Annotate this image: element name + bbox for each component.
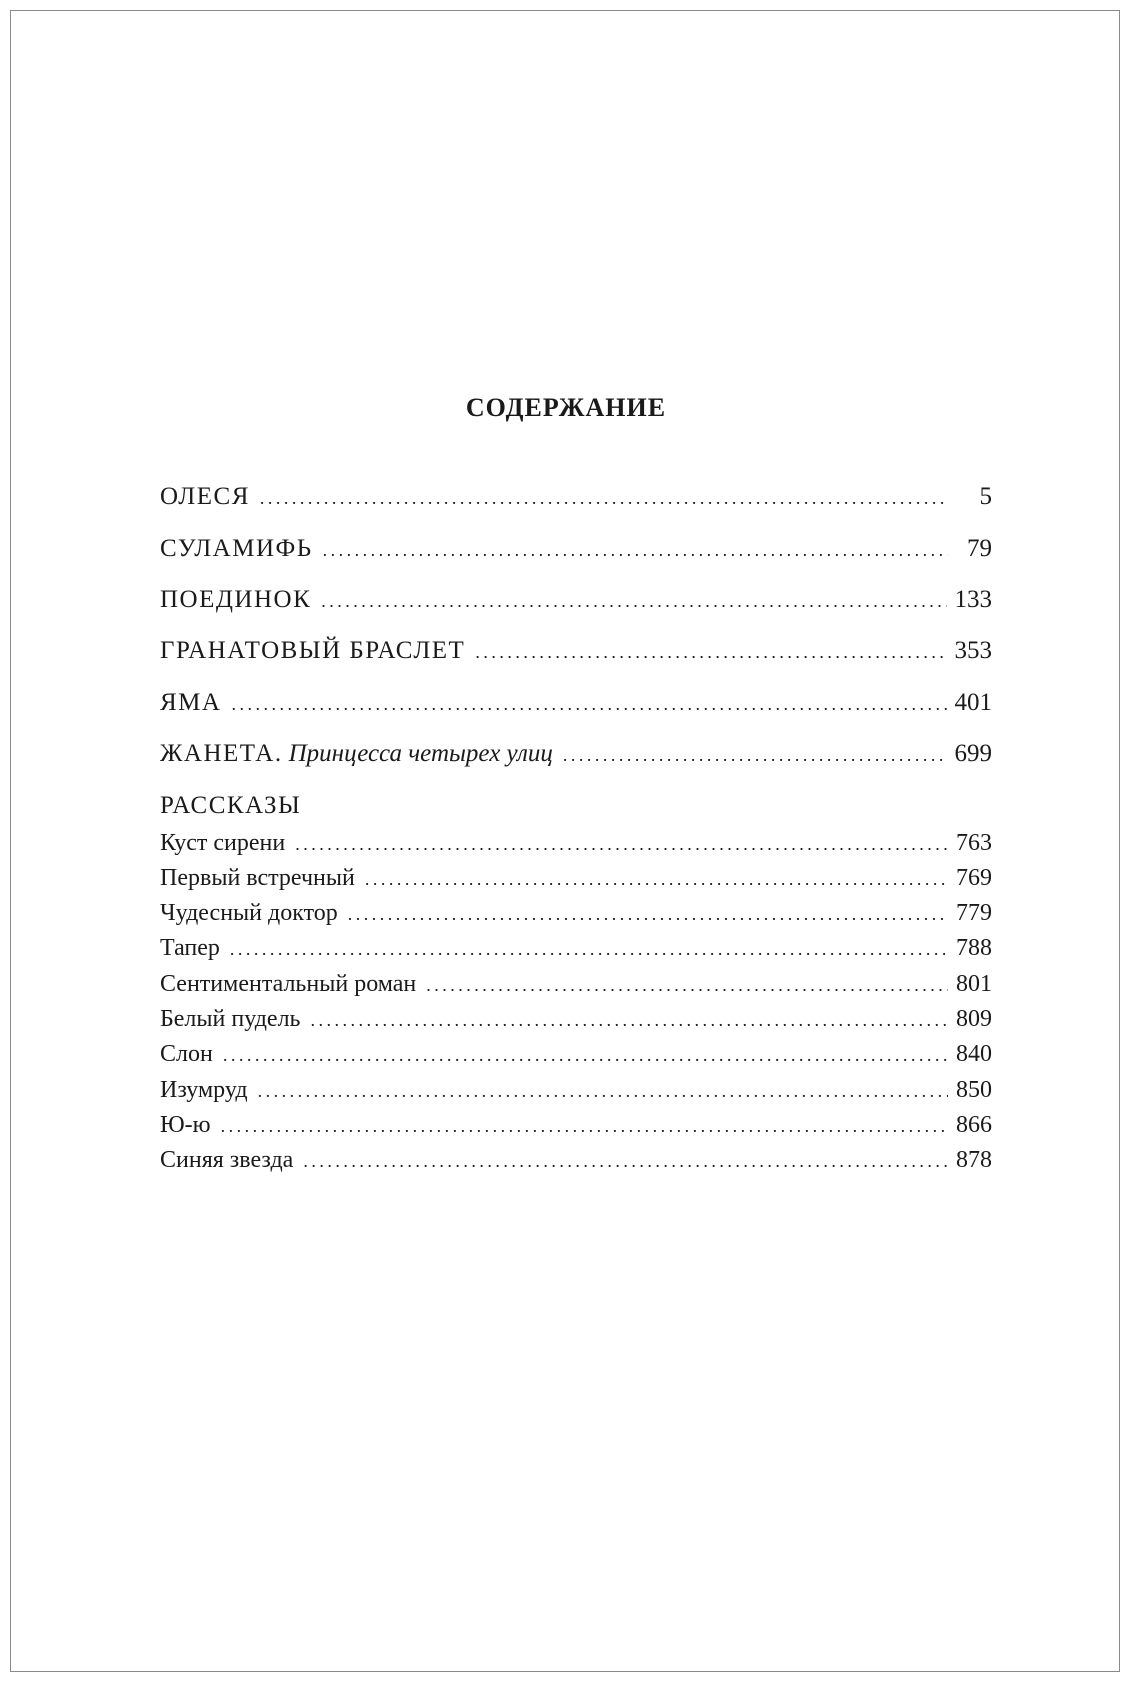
toc-entry-page: 809 [956, 1006, 992, 1032]
toc-entry-zhaneta[interactable] [160, 740, 992, 768]
toc-entry-subtitle: Принцесса четырех улиц [288, 740, 553, 767]
toc-entry-page: 788 [956, 935, 992, 961]
toc-entry-title: ЯМА [160, 689, 222, 716]
toc-entry-title: Белый пудель [160, 1006, 301, 1032]
toc-entry-page: 763 [956, 830, 992, 856]
page-title: СОДЕРЖАНИЕ [465, 393, 667, 422]
toc-entry-page: 878 [956, 1147, 992, 1173]
leader-dots [348, 904, 948, 925]
toc-entry-page: 850 [956, 1077, 992, 1103]
toc-entry-granatovyi-braslet[interactable] [160, 637, 992, 665]
leader-dots [230, 939, 948, 960]
toc-entry-title: Изумруд [160, 1077, 248, 1103]
toc-story-entry[interactable] [160, 935, 992, 962]
leader-dots [426, 975, 948, 996]
toc-entry-page: 401 [954, 689, 992, 716]
toc-story-entry[interactable] [160, 971, 992, 998]
leader-dots [311, 1010, 949, 1031]
toc-entry-page: 79 [967, 535, 992, 562]
toc-story-entry[interactable] [160, 1147, 992, 1174]
toc-entry-title: СУЛАМИФЬ [160, 535, 313, 562]
leader-dots [295, 834, 948, 855]
toc-entry-title: ЖАНЕТА. [160, 740, 283, 767]
leader-dots [365, 869, 948, 890]
toc-entry-sulamif[interactable] [160, 535, 992, 563]
toc-entry-olesya[interactable] [160, 483, 992, 511]
toc-entry-title: Куст сирени [160, 830, 286, 856]
toc-entry-page: 133 [954, 586, 992, 613]
toc-entry-title: ОЛЕСЯ [160, 483, 250, 510]
toc-entry-page: 779 [956, 900, 992, 926]
toc-entry-title: Ю-ю [160, 1112, 211, 1138]
toc-entry-title: ПОЕДИНОК [160, 586, 312, 613]
leader-dots [323, 540, 948, 561]
toc-entry-page: 840 [956, 1041, 992, 1067]
toc-entry-page: 5 [979, 483, 992, 510]
toc-entry-page: 699 [954, 740, 992, 767]
leader-dots [321, 591, 946, 612]
toc-story-entry[interactable] [160, 830, 992, 857]
toc-entry-page: 353 [954, 637, 992, 664]
section-heading-rasskazy: РАССКАЗЫ [160, 792, 302, 819]
toc-story-entry[interactable] [160, 865, 992, 892]
toc-story-entry[interactable] [160, 1077, 992, 1104]
leader-dots [258, 1081, 948, 1102]
toc-story-entry[interactable] [160, 1006, 992, 1033]
toc-entry-title: Первый встречный [160, 865, 355, 891]
toc-entry-page: 866 [956, 1112, 992, 1138]
leader-dots [231, 694, 946, 715]
toc-entry-title: Сентиментальный роман [160, 971, 417, 997]
toc-entry-title: Тапер [160, 935, 220, 961]
leader-dots [221, 1116, 948, 1137]
toc-entry-page: 801 [956, 971, 992, 997]
toc-entry-title: Слон [160, 1041, 213, 1067]
toc-story-entry[interactable] [160, 900, 992, 927]
toc-entry-yama[interactable] [160, 689, 992, 717]
toc-entry-title: ГРАНАТОВЫЙ БРАСЛЕТ [160, 637, 466, 664]
toc-entry-title: Синяя звезда [160, 1147, 294, 1173]
leader-dots [303, 1151, 948, 1172]
toc-story-entry[interactable] [160, 1041, 992, 1068]
toc-entry-title: Чудесный доктор [160, 900, 338, 926]
leader-dots [260, 488, 948, 509]
leader-dots [475, 642, 946, 663]
toc-entry-poedinok[interactable] [160, 586, 992, 614]
leader-dots [563, 745, 947, 766]
toc-entry-page: 769 [956, 865, 992, 891]
toc-story-entry[interactable] [160, 1112, 992, 1139]
leader-dots [223, 1045, 948, 1066]
